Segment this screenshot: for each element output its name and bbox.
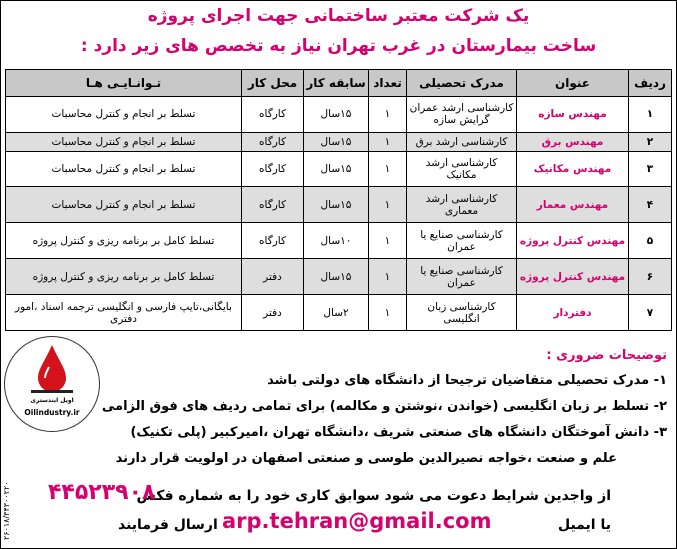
degree: کارشناسی صنایع یا عمران xyxy=(407,223,517,259)
experience: ۲سال xyxy=(304,295,369,331)
table-row xyxy=(6,187,672,223)
skills: تسلط بر انجام و کنترل محاسبات xyxy=(6,151,242,187)
degree: کارشناسی زبان انگلیسی xyxy=(407,295,517,331)
experience: ۱۵سال xyxy=(304,187,369,223)
table-row xyxy=(6,223,672,259)
count: ۱ xyxy=(369,187,407,223)
row-number: ۵ xyxy=(629,223,672,259)
positions-table xyxy=(5,69,672,331)
table-row xyxy=(6,151,672,187)
job-title: مهندس برق xyxy=(517,132,629,151)
experience: ۱۵سال xyxy=(304,97,369,133)
workplace: کارگاه xyxy=(242,187,304,223)
header-degree: مدرک تحصیلی xyxy=(407,70,517,97)
fax-instruction: از واجدین شرایط دعوت می شود سوابق کاری خود را به شماره فکس xyxy=(136,488,611,504)
note-item-3-continued: علم و صنعت ،خواجه نصیرالدین طوسی و صنعتی اصفهان در اولویت قرار دارند xyxy=(115,451,617,466)
job-title: مهندس معمار xyxy=(517,187,629,223)
logo-url: Oilindustry.ir xyxy=(24,408,80,417)
job-title: مهندس کنترل پروژه xyxy=(517,223,629,259)
header-skills: تـوانـایـی هـا xyxy=(6,70,242,97)
count: ۱ xyxy=(369,151,407,187)
workplace: دفتر xyxy=(242,259,304,295)
fax-number: ۴۴۵۲۳۹۰۸ xyxy=(48,480,156,505)
skills: تسلط بر انجام و کنترل محاسبات xyxy=(6,97,242,133)
email-address[interactable]: arp.tehran@gmail.com xyxy=(222,509,492,533)
workplace: کارگاه xyxy=(242,151,304,187)
skills: تسلط بر انجام و کنترل محاسبات xyxy=(6,187,242,223)
skills: تسلط کامل بر برنامه ریزی و کنترل پروژه xyxy=(6,223,242,259)
note-item-3: ۳- دانش آموختگان دانشگاه های صنعتی شریف ،دانشگاه تهران ،امیرکبیر (پلی تکنیک) xyxy=(130,425,667,440)
count: ۱ xyxy=(369,223,407,259)
header-workplace: محل کار xyxy=(242,70,304,97)
note-item-2: ۲- تسلط بر زبان انگلیسی (خواندن ،نوشتن و مکالمه) برای تمامی ردیف های فوق الزامی xyxy=(101,399,667,414)
degree: کارشناسی ارشد عمران گرایش سازه xyxy=(407,97,517,133)
header-row-number: ردیف xyxy=(629,70,672,97)
note-item-1: ۱- مدرک تحصیلی متقاضیان ترجیحا از دانشگاه های دولتی باشد xyxy=(267,373,667,388)
skills: تسلط کامل بر برنامه ریزی و کنترل پروژه xyxy=(6,259,242,295)
experience: ۱۰سال xyxy=(304,223,369,259)
header-line-1: یک شرکت معتبر ساختمانی جهت اجرای پروژه xyxy=(147,6,530,26)
degree: کارشناسی ارشد معماری xyxy=(407,187,517,223)
row-number: ۳ xyxy=(629,151,672,187)
email-prefix: یا ایمیل xyxy=(557,517,611,533)
count: ۱ xyxy=(369,259,407,295)
experience: ۱۵سال xyxy=(304,151,369,187)
notes-heading: توضیحات ضروری : xyxy=(546,348,667,363)
row-number: ۴ xyxy=(629,187,672,223)
workplace: دفتر xyxy=(242,295,304,331)
header-line-2: ساخت بیمارستان در غرب تهران نیاز به تخصص های زیر دارد : xyxy=(80,36,597,56)
oil-drop-icon xyxy=(5,337,99,399)
workplace: کارگاه xyxy=(242,97,304,133)
ad-code: ۲۶۰۱۸/۳۴۳۰۰۲۲۰ xyxy=(2,481,11,540)
row-number: ۷ xyxy=(629,295,672,331)
job-title: مهندس مکانیک xyxy=(517,151,629,187)
count: ۱ xyxy=(369,97,407,133)
table-row xyxy=(6,295,672,331)
job-title: مهندس کنترل پروژه xyxy=(517,259,629,295)
count: ۱ xyxy=(369,132,407,151)
job-title: دفتردار xyxy=(517,295,629,331)
row-number: ۶ xyxy=(629,259,672,295)
oilindustry-logo xyxy=(4,336,100,432)
skills: تسلط بر انجام و کنترل محاسبات xyxy=(6,132,242,151)
header-title: عنوان xyxy=(517,70,629,97)
email-suffix: ارسال فرمایند xyxy=(118,517,218,533)
header-count: تعداد xyxy=(369,70,407,97)
skills: بایگانی،تایپ فارسی و انگلیسی ترجمه اسناد ،امور دفتری xyxy=(6,295,242,331)
job-title: مهندس سازه xyxy=(517,97,629,133)
row-number: ۱ xyxy=(629,97,672,133)
degree: کارشناسی ارشد مکانیک xyxy=(407,151,517,187)
experience: ۱۵سال xyxy=(304,259,369,295)
table-row xyxy=(6,259,672,295)
table-header-row xyxy=(6,70,672,97)
row-number: ۲ xyxy=(629,132,672,151)
logo-name: اویل ایندستری xyxy=(30,397,74,404)
experience: ۱۵سال xyxy=(304,132,369,151)
table-row xyxy=(6,97,672,133)
degree: کارشناسی ارشد برق xyxy=(407,132,517,151)
header-experience: سابقه کار xyxy=(304,70,369,97)
table-row xyxy=(6,132,672,151)
workplace: کارگاه xyxy=(242,223,304,259)
workplace: کارگاه xyxy=(242,132,304,151)
count: ۱ xyxy=(369,295,407,331)
degree: کارشناسی صنایع یا عمران xyxy=(407,259,517,295)
